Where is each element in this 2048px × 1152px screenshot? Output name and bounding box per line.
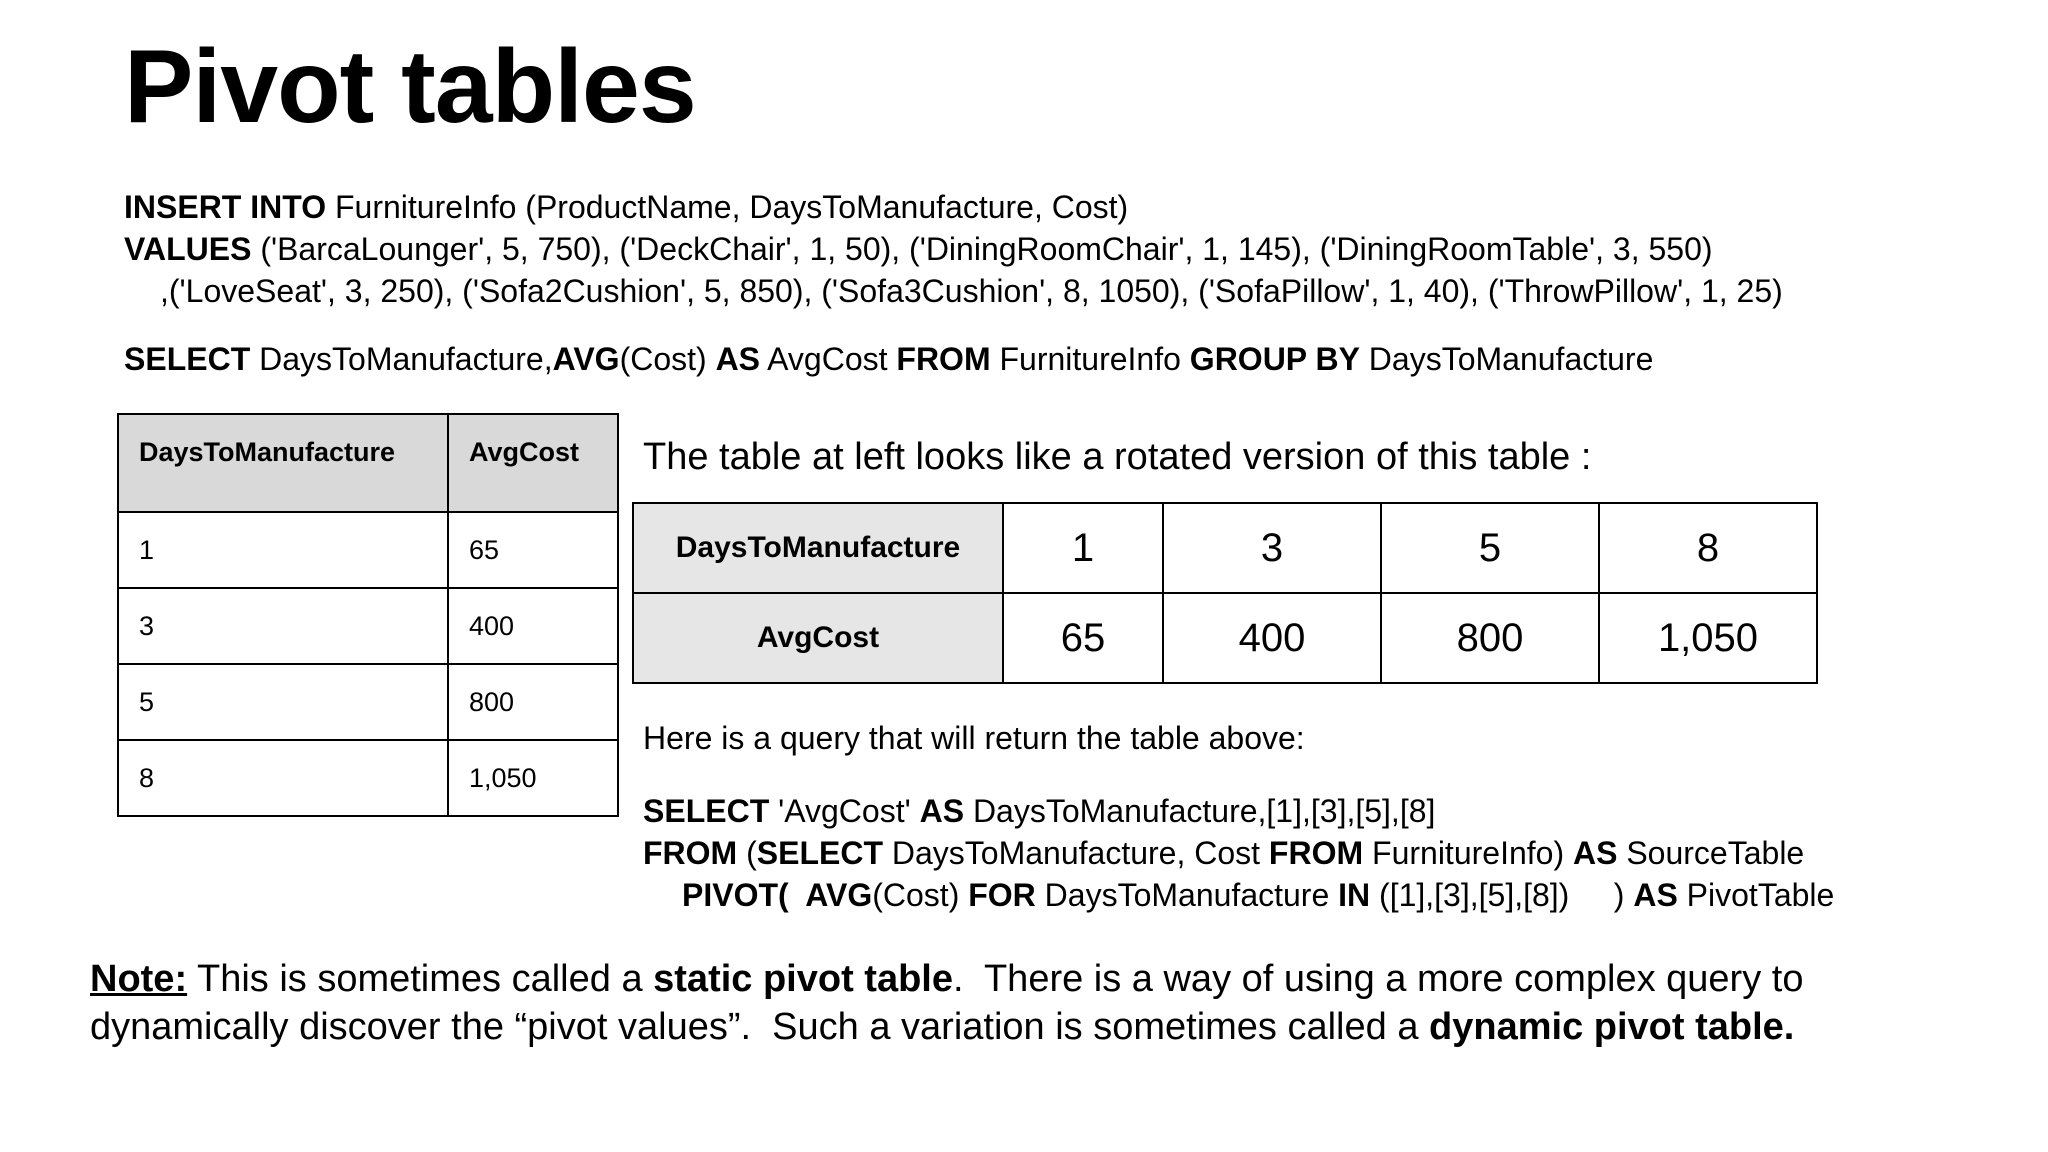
table-cell: 8 xyxy=(118,740,448,816)
table-cell: 65 xyxy=(448,512,618,588)
code-text: 'AvgCost' xyxy=(769,793,920,829)
keyword: FROM xyxy=(1268,835,1364,871)
rotated-table xyxy=(632,502,1818,684)
table-cell: 1 xyxy=(118,512,448,588)
code-text: ,('LoveSeat', 3, 250), ('Sofa2Cushion', 5, 850), ('Sofa3Cushion', 8, 1050), ('SofaPillow', 1, 40), ('ThrowPillow', 1, 25) xyxy=(160,273,1783,309)
code-text: AvgCost xyxy=(760,341,897,377)
code-text: (Cost) xyxy=(872,877,969,913)
query-caption: Here is a query that will return the table above: xyxy=(643,720,1305,756)
insert-line-3 xyxy=(124,270,1783,312)
keyword: PIVOT( AVG xyxy=(682,877,873,913)
code-text: DaysToManufacture xyxy=(1035,877,1339,913)
keyword: AS xyxy=(715,341,761,377)
table-cell: 800 xyxy=(1381,593,1599,683)
keyword: SELECT xyxy=(643,793,770,829)
code-text: DaysToManufacture, xyxy=(250,341,553,377)
code-text: ('BarcaLounger', 5, 750), ('DeckChair', 1, 50), ('DiningRoomChair', 1, 145), ('DiningRoomTable', 3, 550) xyxy=(251,231,1713,267)
table-cell: 3 xyxy=(118,588,448,664)
code-text: DaysToManufacture xyxy=(1359,341,1654,377)
keyword: GROUP BY xyxy=(1189,341,1360,377)
table-cell: 1,050 xyxy=(448,740,618,816)
keyword: VALUES xyxy=(124,231,252,267)
code-text: PivotTable xyxy=(1677,877,1835,913)
code-text: ([1],[3],[5],[8]) ) xyxy=(1370,877,1634,913)
note-bold: dynamic pivot table. xyxy=(1429,1006,1795,1048)
note-label: Note: xyxy=(90,958,188,1000)
table-row xyxy=(633,503,1817,593)
pivot-line-3 xyxy=(643,874,1834,916)
code-text: FurnitureInfo xyxy=(990,341,1190,377)
column-header: DaysToManufacture xyxy=(118,414,448,512)
note-text: dynamically discover the “pivot values”. Such a variation is sometimes called a xyxy=(90,1006,1430,1048)
rotated-table-caption: The table at left looks like a rotated version of this table : xyxy=(643,436,1592,478)
table-row xyxy=(118,664,618,740)
table-cell: 5 xyxy=(1381,503,1599,593)
table-cell: 5 xyxy=(118,664,448,740)
note-line-1 xyxy=(90,955,1803,1003)
table-row xyxy=(118,512,618,588)
keyword: SELECT xyxy=(124,341,251,377)
insert-line-1 xyxy=(124,186,1783,228)
keyword: SELECT xyxy=(756,835,883,871)
code-text: FurnitureInfo (ProductName, DaysToManufacture, Cost) xyxy=(326,189,1129,225)
table-cell: 65 xyxy=(1003,593,1163,683)
code-text: ( xyxy=(737,835,757,871)
insert-statement xyxy=(124,186,1783,312)
keyword: IN xyxy=(1338,877,1371,913)
insert-line-2 xyxy=(124,228,1783,270)
table-cell: 8 xyxy=(1599,503,1817,593)
pivot-line-1 xyxy=(643,790,1834,832)
table-cell: 1,050 xyxy=(1599,593,1817,683)
keyword: FROM xyxy=(896,341,991,377)
note-line-2 xyxy=(90,1003,1803,1051)
note-text: This is sometimes called a xyxy=(187,958,654,1000)
row-header: AvgCost xyxy=(633,593,1003,683)
pivot-line-2 xyxy=(643,832,1834,874)
row-header: DaysToManufacture xyxy=(633,503,1003,593)
note-bold: static pivot table xyxy=(653,958,953,1000)
table-cell: 3 xyxy=(1163,503,1381,593)
table-row xyxy=(118,588,618,664)
note-paragraph xyxy=(90,955,1803,1051)
table-cell: 800 xyxy=(448,664,618,740)
code-text: FurnitureInfo) xyxy=(1363,835,1573,871)
pivot-query xyxy=(643,790,1834,916)
table-cell: 400 xyxy=(1163,593,1381,683)
keyword: FOR xyxy=(968,877,1036,913)
table-header-row xyxy=(118,414,618,512)
code-text: SourceTable xyxy=(1617,835,1805,871)
note-text: . There is a way of using a more complex query to xyxy=(952,958,1804,1000)
table-row xyxy=(633,593,1817,683)
code-text: (Cost) xyxy=(619,341,716,377)
keyword: AS xyxy=(919,793,965,829)
select-statement xyxy=(124,338,1653,380)
table-cell: 1 xyxy=(1003,503,1163,593)
keyword: AS xyxy=(1633,877,1678,913)
page-title: Pivot tables xyxy=(124,29,696,145)
code-text: DaysToManufacture, Cost xyxy=(882,835,1269,871)
keyword: INSERT INTO xyxy=(124,189,327,225)
keyword: FROM xyxy=(643,835,738,871)
code-text: DaysToManufacture,[1],[3],[5],[8] xyxy=(964,793,1436,829)
table-cell: 400 xyxy=(448,588,618,664)
keyword: AVG xyxy=(552,341,620,377)
result-table xyxy=(117,413,619,817)
column-header: AvgCost xyxy=(448,414,618,512)
table-row xyxy=(118,740,618,816)
keyword: AS xyxy=(1572,835,1618,871)
